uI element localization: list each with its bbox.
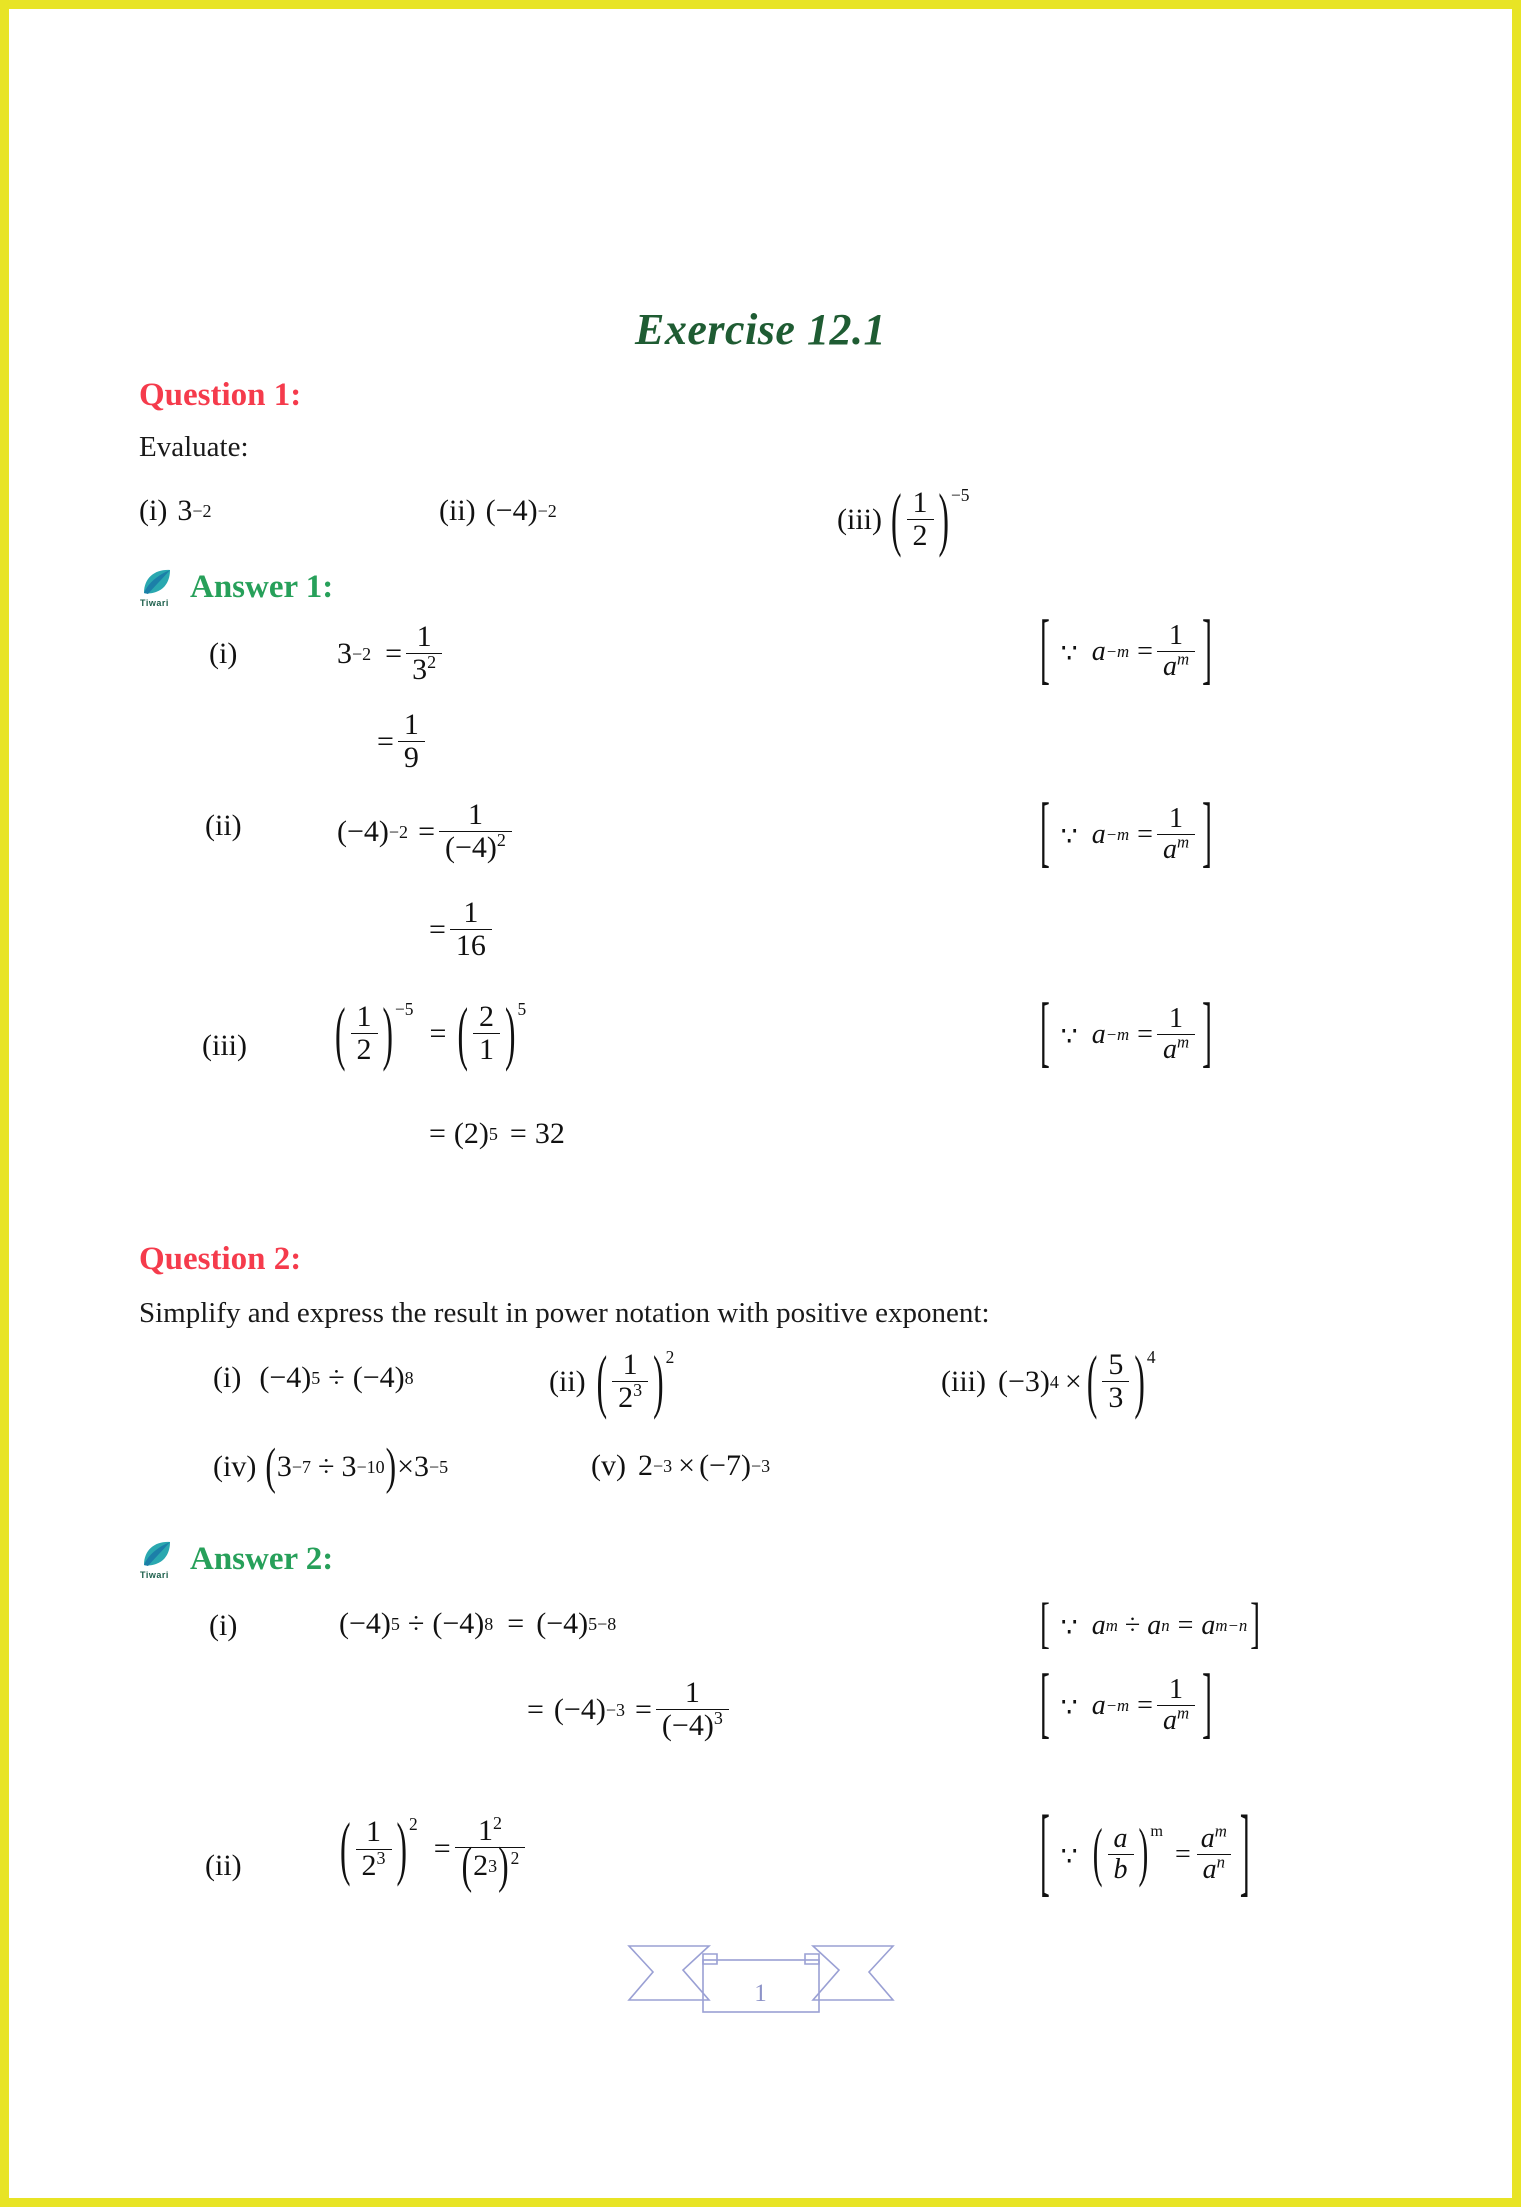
page-number: 1 bbox=[754, 1980, 767, 2007]
base-a: 2 bbox=[637, 1449, 653, 1482]
result-fraction bbox=[439, 799, 512, 865]
left-bracket: [ bbox=[1040, 1798, 1050, 1908]
because-icon: ∵ bbox=[1060, 1612, 1078, 1642]
equals-sign: = bbox=[527, 1692, 544, 1726]
q2-item-iii-label: (iii) bbox=[941, 1364, 986, 1398]
a1-part-ii-rule: [ ∵ a −m = $\frac{1}{a^m}$ ] bbox=[1037, 804, 1215, 865]
a2-part-i-label bbox=[209, 1609, 237, 1643]
answer-1-heading bbox=[140, 567, 333, 607]
fraction-denominator bbox=[356, 1849, 392, 1882]
question-1-heading: Question 1: bbox=[139, 377, 302, 413]
rule-a: a bbox=[1091, 635, 1106, 667]
den-outer-exponent: 2 bbox=[510, 1848, 520, 1869]
q2-item-iii: (iii) (−3) 4 × ( $\frac{5}{3}$ ) 4 bbox=[941, 1349, 1156, 1415]
left-paren: ( bbox=[340, 1808, 351, 1888]
a2-part-i-rule-2: [ ∵ a −m = $\frac{1}{a^m}$ ] bbox=[1037, 1675, 1215, 1736]
left-bracket: [ bbox=[1040, 1594, 1050, 1655]
fraction bbox=[473, 1001, 500, 1067]
right-paren: ) bbox=[653, 1341, 664, 1421]
base-2: (−4) bbox=[352, 1361, 405, 1394]
rule-fraction bbox=[1157, 804, 1195, 865]
rhs-exponent: 5 bbox=[517, 999, 527, 1019]
final-value: 32 bbox=[534, 1117, 565, 1150]
den-base: 2 bbox=[473, 1849, 489, 1883]
rhs-fraction-group bbox=[456, 993, 527, 1073]
divide-operator: ÷ bbox=[407, 1607, 425, 1640]
equals-sign: = bbox=[1137, 1018, 1153, 1050]
fraction-numerator bbox=[1195, 1821, 1233, 1854]
a1-part-iii-line1 bbox=[334, 993, 527, 1073]
outer-exponent: 2 bbox=[409, 1814, 418, 1835]
rule-fraction bbox=[1157, 1004, 1195, 1065]
result-base: (−4) bbox=[536, 1607, 589, 1640]
tiwari-logo bbox=[140, 567, 184, 607]
equals-sign: = bbox=[1137, 1689, 1153, 1721]
left-bracket: [ bbox=[1040, 790, 1050, 877]
divide-operator: ÷ bbox=[1124, 1609, 1141, 1641]
den-a: a bbox=[1162, 1034, 1177, 1066]
den-exponent: 2 bbox=[427, 652, 437, 673]
q1-item-i-label: (i) bbox=[139, 494, 168, 527]
den-exponent: n bbox=[1216, 1852, 1225, 1872]
q1-item-ii-base: (−4) bbox=[485, 494, 538, 527]
result-fraction bbox=[450, 897, 492, 963]
den-exponent: m bbox=[1176, 649, 1190, 669]
left-paren: ( bbox=[1086, 1341, 1098, 1421]
base-c: 3 bbox=[414, 1450, 430, 1483]
a1-part-i-line1: 3 −2 = $\frac{1}{3^2}$ bbox=[337, 621, 446, 687]
q2-item-v: (v) 2 −3 × (−7) −3 bbox=[591, 1449, 771, 1482]
a1-part-ii-line1: (−4) −2 = $\frac{1}{(-4)^2}$ bbox=[337, 799, 516, 865]
divide-operator: ÷ bbox=[317, 1450, 335, 1483]
rule-fraction bbox=[1157, 621, 1195, 682]
q2-item-iv-label: (iv) bbox=[213, 1450, 257, 1483]
right-paren: ) bbox=[385, 1438, 397, 1495]
equals-sign: = bbox=[429, 912, 446, 946]
result-fraction bbox=[455, 1813, 526, 1894]
outer-exponent: 4 bbox=[1146, 1347, 1156, 1367]
q2-item-ii-label: (ii) bbox=[549, 1364, 586, 1398]
den-a: a bbox=[1202, 1854, 1217, 1886]
result-fraction bbox=[656, 1677, 729, 1743]
label-text: (ii) bbox=[205, 1849, 242, 1882]
fraction-denominator: b bbox=[1108, 1854, 1134, 1885]
rule-a: a bbox=[1091, 1609, 1106, 1641]
q2-item-i: (i) (−4) 5 ÷ (−4) 8 bbox=[213, 1361, 414, 1394]
fraction bbox=[356, 1816, 392, 1882]
left-paren: ( bbox=[891, 479, 902, 559]
logo-brand-text: Tiwari bbox=[140, 1570, 169, 1580]
label-text: (i) bbox=[209, 1609, 238, 1642]
fraction-denominator: 2 bbox=[351, 1033, 378, 1066]
den-a: a bbox=[1162, 834, 1177, 866]
q2-item-iv: (iv) ( 3 −7 ÷ 3 −10 ) × 3 −5 bbox=[213, 1438, 449, 1495]
rule-b: a bbox=[1147, 1609, 1162, 1641]
rule-result-fraction bbox=[1195, 1821, 1233, 1886]
den-base: 3 bbox=[412, 653, 428, 687]
den-a: a bbox=[1162, 651, 1177, 683]
den-exponent: m bbox=[1176, 1703, 1190, 1723]
because-icon: ∵ bbox=[1060, 1841, 1078, 1872]
fraction-numerator: 1 bbox=[463, 896, 479, 929]
fraction-denominator bbox=[1157, 834, 1195, 865]
rule-fraction bbox=[1157, 1675, 1195, 1736]
paren-group: ( 3 −7 ÷ 3 −10 ) bbox=[265, 1438, 397, 1495]
because-icon: ∵ bbox=[1060, 1021, 1078, 1052]
a1-part-iii-label bbox=[202, 1029, 247, 1063]
a1-part-i-rule: [ ∵ a −m = $\frac{1}{a^m}$ ] bbox=[1037, 621, 1215, 682]
fraction-denominator bbox=[455, 1837, 526, 1894]
fraction-group bbox=[596, 1341, 675, 1421]
fraction-numerator: 2 bbox=[478, 1000, 494, 1033]
num-a: a bbox=[1200, 1823, 1215, 1854]
logo-brand-text: Tiwari bbox=[140, 598, 169, 608]
ribbon-icon bbox=[591, 1908, 931, 2038]
left-bracket: [ bbox=[1040, 607, 1050, 694]
right-paren: ) bbox=[382, 993, 393, 1073]
a1-part-i-line2 bbox=[377, 709, 429, 775]
right-bracket: ] bbox=[1250, 1594, 1261, 1655]
num-base: 1 bbox=[477, 1814, 493, 1847]
fraction-denominator bbox=[1157, 1034, 1195, 1065]
den-exponent: 2 bbox=[496, 830, 506, 851]
fraction-denominator bbox=[1157, 651, 1195, 682]
fraction-denominator bbox=[1197, 1854, 1231, 1885]
because-icon: ∵ bbox=[1060, 638, 1078, 669]
fraction-group bbox=[1086, 1341, 1156, 1421]
a1-part-iii-rule: [ ∵ a −m = $\frac{1}{a^m}$ ] bbox=[1037, 1004, 1215, 1065]
answer-1-label: Answer 1: bbox=[190, 568, 334, 605]
den-a: a bbox=[1162, 1705, 1177, 1737]
label-text: (ii) bbox=[205, 809, 242, 842]
outer-exponent: 2 bbox=[665, 1347, 675, 1367]
multiply-operator: × bbox=[678, 1449, 696, 1482]
equals-sign: = bbox=[377, 724, 394, 758]
fraction-denominator: 9 bbox=[398, 741, 425, 774]
a2-part-i-rule-1: [ ∵ a m ÷ a n = a m−n ] bbox=[1037, 1609, 1263, 1642]
lhs-base: (−4) bbox=[337, 814, 389, 848]
fraction-denominator: 1 bbox=[473, 1033, 500, 1066]
result-fraction bbox=[406, 621, 442, 687]
right-bracket: ] bbox=[1202, 1661, 1212, 1748]
fraction-numerator: 1 bbox=[1169, 620, 1184, 651]
lhs-fraction-group bbox=[334, 993, 414, 1073]
fraction-numerator: 1 bbox=[912, 486, 928, 519]
den-exponent: m bbox=[1176, 1032, 1190, 1052]
right-paren: ) bbox=[504, 993, 516, 1073]
equals-sign: = bbox=[507, 1607, 525, 1640]
fraction-numerator: 1 bbox=[622, 1348, 638, 1381]
a1-part-ii-line2 bbox=[429, 897, 496, 963]
fraction-numerator: 1 bbox=[356, 1000, 372, 1033]
lhs-base: 3 bbox=[337, 636, 352, 670]
equals-sign: = bbox=[418, 814, 435, 848]
rule-a: a bbox=[1091, 1689, 1106, 1721]
a1-part-ii-label bbox=[205, 809, 242, 843]
equals-sign: = bbox=[433, 1832, 451, 1866]
q1-item-ii-label: (ii) bbox=[439, 494, 476, 527]
question-2-prompt: Simplify and express the result in power notation with positive exponent: bbox=[139, 1297, 990, 1329]
left-paren: ( bbox=[596, 1341, 608, 1421]
fraction-denominator: 3 bbox=[1102, 1381, 1129, 1414]
right-bracket: ] bbox=[1202, 990, 1212, 1077]
equals-sign-2: = bbox=[634, 1692, 652, 1726]
den-base: 2 bbox=[361, 1848, 377, 1882]
fraction-numerator: 5 bbox=[1108, 1348, 1124, 1381]
den-base: 2 bbox=[618, 1381, 634, 1415]
equals-sign: = bbox=[1174, 1838, 1191, 1870]
fraction-denominator bbox=[439, 831, 512, 864]
question-1-prompt: Evaluate: bbox=[139, 431, 249, 463]
answer-2-label: Answer 2: bbox=[190, 1540, 334, 1577]
base-value: (2) bbox=[453, 1117, 489, 1150]
divide-operator: ÷ bbox=[328, 1361, 345, 1394]
a2-part-ii-label bbox=[205, 1849, 242, 1883]
a2-part-i-line1: (−4) 5 ÷ (−4) 8 = (−4) 5−8 bbox=[339, 1607, 617, 1640]
fraction-numerator: 1 bbox=[416, 620, 432, 653]
left-paren: ( bbox=[461, 1837, 473, 1894]
right-bracket: ] bbox=[1202, 607, 1212, 694]
base-1: (−4) bbox=[339, 1607, 391, 1640]
fraction-numerator: a bbox=[1113, 1823, 1128, 1854]
base-1: (−4) bbox=[259, 1361, 312, 1394]
fraction bbox=[351, 1001, 378, 1067]
left-bracket: [ bbox=[1040, 1661, 1050, 1748]
left-bracket: [ bbox=[1040, 990, 1050, 1077]
fraction-numerator: 1 bbox=[1169, 803, 1184, 834]
answer-2-heading bbox=[140, 1539, 333, 1579]
q1-item-iii bbox=[837, 479, 970, 559]
equals-sign: = bbox=[1177, 1609, 1194, 1641]
result-fraction bbox=[398, 709, 425, 775]
fraction-denominator bbox=[656, 1709, 729, 1742]
page-title: Exercise 12.1 bbox=[635, 305, 886, 354]
q1-item-iii-exponent: −5 bbox=[951, 485, 970, 505]
fraction-denominator bbox=[1157, 1705, 1195, 1736]
base-b: (−7) bbox=[699, 1449, 751, 1482]
fraction bbox=[612, 1349, 648, 1415]
den-base: (−4) bbox=[444, 831, 497, 865]
rule-c: a bbox=[1201, 1609, 1216, 1641]
a1-part-iii-line2: = (2) 5 = 32 bbox=[429, 1117, 565, 1150]
fraction-numerator: 1 bbox=[403, 708, 419, 741]
multiply-operator: × bbox=[397, 1450, 415, 1483]
q1-item-iii-label: (iii) bbox=[837, 502, 882, 536]
left-paren: ( bbox=[1092, 1817, 1103, 1890]
equals-sign: = bbox=[385, 636, 403, 670]
left-paren: ( bbox=[335, 993, 346, 1073]
q1-item-i: (i) 3 −2 bbox=[139, 494, 212, 527]
fraction-denominator bbox=[406, 653, 442, 686]
equals-sign: = bbox=[1137, 818, 1153, 850]
den-exponent: 3 bbox=[713, 1708, 723, 1729]
lhs-fraction-group bbox=[339, 1808, 418, 1888]
den-paren-group: ( 2 3 ) 2 bbox=[461, 1837, 520, 1894]
equals-sign: = bbox=[1137, 635, 1153, 667]
rule-a: a bbox=[1091, 1018, 1106, 1050]
fraction-numerator: 1 bbox=[1169, 1003, 1184, 1034]
a2-part-i-line2: = (−4) −3 = $\frac{1}{(-4)^3}$ bbox=[527, 1677, 733, 1743]
lhs-exponent: −5 bbox=[395, 999, 414, 1019]
num-exponent: m bbox=[1214, 1821, 1227, 1841]
right-paren: ) bbox=[1134, 1341, 1145, 1421]
q1-item-iii-fraction-group bbox=[890, 479, 970, 559]
den-base: (−4) bbox=[661, 1709, 714, 1743]
base-b: 3 bbox=[341, 1450, 357, 1483]
left-paren: ( bbox=[457, 993, 468, 1073]
because-icon: ∵ bbox=[1060, 821, 1078, 852]
right-bracket: ] bbox=[1239, 1798, 1250, 1908]
because-icon: ∵ bbox=[1060, 1692, 1078, 1723]
a2-part-ii-rule bbox=[1037, 1798, 1253, 1908]
label-text: (i) bbox=[209, 637, 238, 670]
q2-item-i-label: (i) bbox=[213, 1361, 242, 1394]
base: (−3) bbox=[998, 1364, 1050, 1398]
right-paren: ) bbox=[396, 1808, 407, 1888]
left-paren: ( bbox=[265, 1438, 276, 1495]
den-exponent: 3 bbox=[633, 1380, 643, 1401]
rule-a: a bbox=[1091, 818, 1106, 850]
fraction-numerator: 1 bbox=[1169, 1674, 1184, 1705]
fraction-denominator: 16 bbox=[450, 929, 492, 962]
fraction-denominator bbox=[612, 1381, 648, 1414]
fraction-numerator: 1 bbox=[684, 1676, 700, 1709]
question-2-heading: Question 2: bbox=[139, 1241, 302, 1277]
base-2: (−4) bbox=[432, 1607, 485, 1640]
den-exponent: 3 bbox=[376, 1847, 386, 1868]
equals-sign-2: = bbox=[509, 1117, 527, 1150]
fraction-numerator: 1 bbox=[366, 1815, 381, 1849]
tiwari-logo bbox=[140, 1539, 184, 1579]
fraction-denominator: 2 bbox=[907, 519, 934, 552]
rule-fraction-group bbox=[1092, 1817, 1163, 1890]
a2-part-ii-line1 bbox=[339, 1808, 529, 1894]
den-exponent: m bbox=[1176, 832, 1190, 852]
page-number-banner bbox=[591, 1908, 931, 2038]
outer-exponent: m bbox=[1150, 1822, 1163, 1840]
q2-item-ii bbox=[549, 1341, 675, 1421]
num-exponent: 2 bbox=[492, 1813, 502, 1833]
base-a: 3 bbox=[276, 1450, 292, 1483]
fraction bbox=[907, 487, 934, 553]
right-paren: ) bbox=[1138, 1817, 1149, 1890]
q2-item-v-label: (v) bbox=[591, 1449, 626, 1482]
right-paren: ) bbox=[938, 479, 949, 559]
page-sheet bbox=[9, 9, 1512, 2198]
q1-item-i-base: 3 bbox=[177, 494, 193, 527]
label-text: (iii) bbox=[202, 1029, 247, 1062]
fraction bbox=[1108, 1824, 1134, 1885]
fraction-numerator: 1 bbox=[467, 798, 483, 831]
base: (−4) bbox=[553, 1692, 606, 1726]
equals-sign: = bbox=[429, 1117, 446, 1150]
equals-sign: = bbox=[429, 1016, 447, 1050]
right-bracket: ] bbox=[1202, 790, 1212, 877]
right-paren: ) bbox=[498, 1837, 509, 1894]
a1-part-i-label bbox=[209, 637, 237, 671]
multiply-operator: × bbox=[1064, 1364, 1082, 1398]
fraction bbox=[1102, 1349, 1129, 1415]
q1-item-ii: (ii) (−4) −2 bbox=[439, 494, 557, 527]
